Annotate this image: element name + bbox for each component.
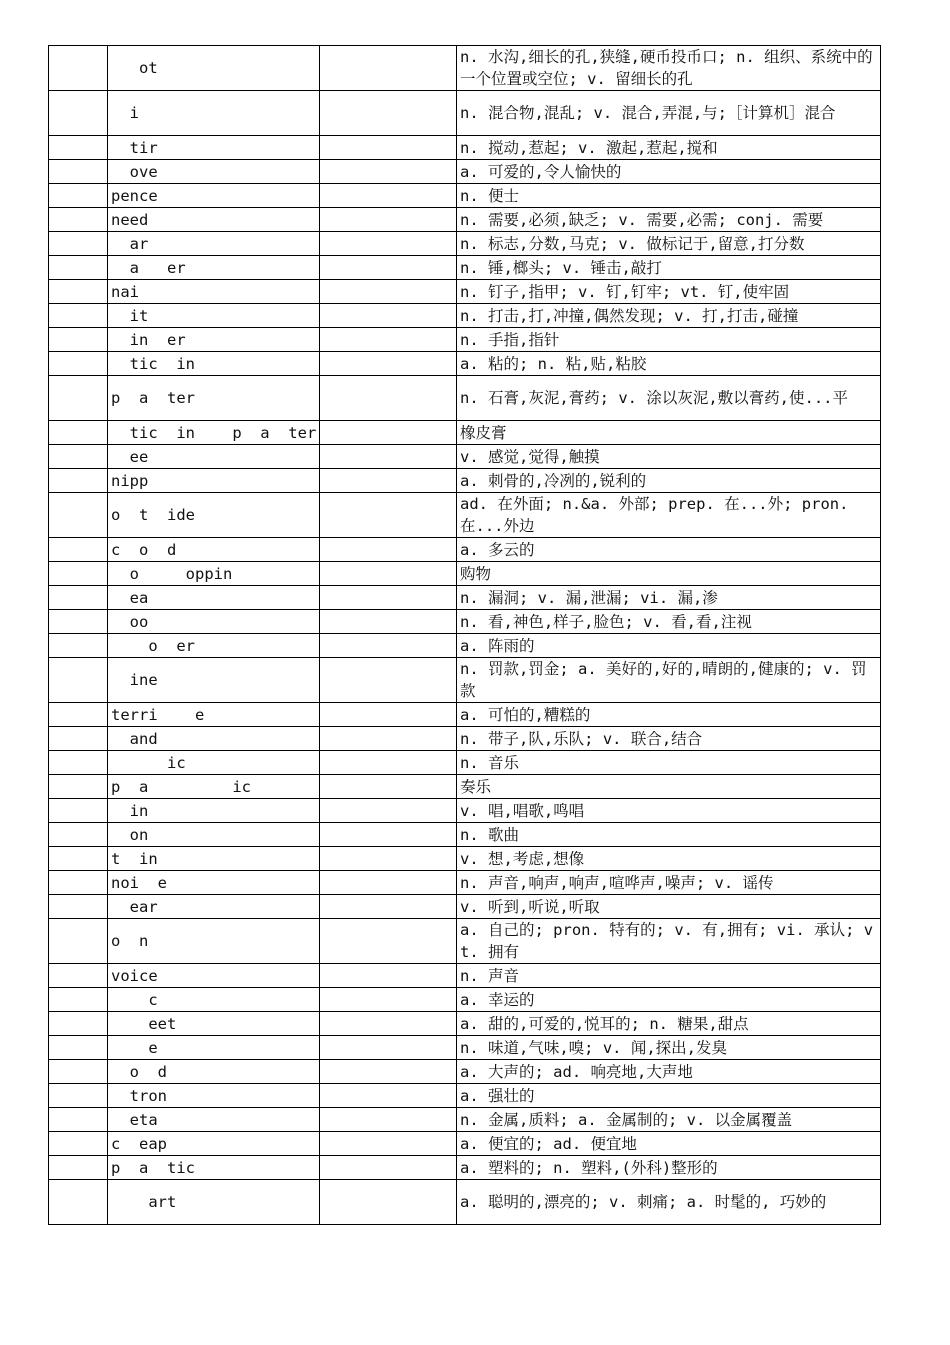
word-cell: ic — [108, 751, 320, 775]
word-cell: a er — [108, 256, 320, 280]
definition-cell: n. 手指,指针 — [457, 328, 881, 352]
row-number-cell — [49, 184, 108, 208]
row-number-cell — [49, 823, 108, 847]
answer-blank-cell — [320, 136, 457, 160]
answer-blank-cell — [320, 919, 457, 964]
row-number-cell — [49, 1156, 108, 1180]
table-row — [49, 562, 881, 586]
definition-cell: n. 水沟,细长的孔,狭缝,硬币投币口; n. 组织、系统中的一个位置或空位; v. 留细长的孔 — [457, 46, 881, 91]
word-cell: e — [108, 1036, 320, 1060]
row-number-cell — [49, 46, 108, 91]
word-cell: it — [108, 304, 320, 328]
table-row — [49, 703, 881, 727]
table-row — [49, 1156, 881, 1180]
answer-blank-cell — [320, 799, 457, 823]
answer-blank-cell — [320, 445, 457, 469]
definition-cell: n. 音乐 — [457, 751, 881, 775]
answer-blank-cell — [320, 751, 457, 775]
answer-blank-cell — [320, 184, 457, 208]
definition-cell: a. 甜的,可爱的,悦耳的; n. 糖果,甜点 — [457, 1012, 881, 1036]
answer-blank-cell — [320, 256, 457, 280]
row-number-cell — [49, 727, 108, 751]
definition-cell: n. 味道,气味,嗅; v. 闻,探出,发臭 — [457, 1036, 881, 1060]
table-row — [49, 232, 881, 256]
word-cell: ine — [108, 658, 320, 703]
answer-blank-cell — [320, 895, 457, 919]
row-number-cell — [49, 1012, 108, 1036]
definition-cell: a. 自己的; pron. 特有的; v. 有,拥有; vi. 承认; vt. 拥有 — [457, 919, 881, 964]
definition-cell: 购物 — [457, 562, 881, 586]
row-number-cell — [49, 634, 108, 658]
answer-blank-cell — [320, 1084, 457, 1108]
definition-cell: n. 需要,必须,缺乏; v. 需要,必需; conj. 需要 — [457, 208, 881, 232]
definition-cell: n. 声音,响声,响声,喧哗声,噪声; v. 谣传 — [457, 871, 881, 895]
word-cell: ot — [108, 46, 320, 91]
definition-cell: n. 打击,打,冲撞,偶然发现; v. 打,打击,碰撞 — [457, 304, 881, 328]
row-number-cell — [49, 871, 108, 895]
row-number-cell — [49, 1060, 108, 1084]
row-number-cell — [49, 1084, 108, 1108]
row-number-cell — [49, 1036, 108, 1060]
word-cell: ea — [108, 586, 320, 610]
answer-blank-cell — [320, 91, 457, 136]
row-number-cell — [49, 256, 108, 280]
definition-cell: v. 感觉,觉得,触摸 — [457, 445, 881, 469]
vocabulary-table-body — [49, 46, 881, 1225]
definition-cell: a. 多云的 — [457, 538, 881, 562]
row-number-cell — [49, 775, 108, 799]
answer-blank-cell — [320, 1012, 457, 1036]
table-row — [49, 280, 881, 304]
table-row — [49, 538, 881, 562]
word-cell: nipp — [108, 469, 320, 493]
answer-blank-cell — [320, 208, 457, 232]
word-cell: i — [108, 91, 320, 136]
word-cell: ove — [108, 160, 320, 184]
definition-cell: 奏乐 — [457, 775, 881, 799]
row-number-cell — [49, 919, 108, 964]
table-row — [49, 751, 881, 775]
answer-blank-cell — [320, 160, 457, 184]
definition-cell: a. 大声的; ad. 响亮地,大声地 — [457, 1060, 881, 1084]
word-cell: terri e — [108, 703, 320, 727]
answer-blank-cell — [320, 586, 457, 610]
word-cell: c eap — [108, 1132, 320, 1156]
word-cell: o er — [108, 634, 320, 658]
definition-cell: a. 聪明的,漂亮的; v. 刺痛; a. 时髦的, 巧妙的 — [457, 1180, 881, 1225]
answer-blank-cell — [320, 1156, 457, 1180]
table-row — [49, 823, 881, 847]
table-row — [49, 184, 881, 208]
word-cell: o d — [108, 1060, 320, 1084]
table-row — [49, 988, 881, 1012]
row-number-cell — [49, 352, 108, 376]
table-row — [49, 493, 881, 538]
table-row — [49, 1180, 881, 1225]
definition-cell: 橡皮膏 — [457, 421, 881, 445]
row-number-cell — [49, 964, 108, 988]
word-cell: eet — [108, 1012, 320, 1036]
word-cell: c o d — [108, 538, 320, 562]
row-number-cell — [49, 160, 108, 184]
word-cell: t in — [108, 847, 320, 871]
definition-cell: n. 歌曲 — [457, 823, 881, 847]
word-cell: on — [108, 823, 320, 847]
row-number-cell — [49, 1132, 108, 1156]
word-cell: c — [108, 988, 320, 1012]
word-cell: art — [108, 1180, 320, 1225]
table-row — [49, 847, 881, 871]
definition-cell: n. 搅动,惹起; v. 激起,惹起,搅和 — [457, 136, 881, 160]
definition-cell: n. 看,神色,样子,脸色; v. 看,看,注视 — [457, 610, 881, 634]
row-number-cell — [49, 1180, 108, 1225]
answer-blank-cell — [320, 871, 457, 895]
answer-blank-cell — [320, 847, 457, 871]
definition-cell: a. 强壮的 — [457, 1084, 881, 1108]
row-number-cell — [49, 799, 108, 823]
row-number-cell — [49, 136, 108, 160]
definition-cell: a. 便宜的; ad. 便宜地 — [457, 1132, 881, 1156]
table-row — [49, 1132, 881, 1156]
answer-blank-cell — [320, 538, 457, 562]
table-row — [49, 871, 881, 895]
definition-cell: n. 声音 — [457, 964, 881, 988]
row-number-cell — [49, 376, 108, 421]
row-number-cell — [49, 232, 108, 256]
answer-blank-cell — [320, 280, 457, 304]
answer-blank-cell — [320, 1108, 457, 1132]
definition-cell: n. 带子,队,乐队; v. 联合,结合 — [457, 727, 881, 751]
definition-cell: n. 石膏,灰泥,膏药; v. 涂以灰泥,敷以膏药,使...平 — [457, 376, 881, 421]
answer-blank-cell — [320, 703, 457, 727]
table-row — [49, 586, 881, 610]
table-row — [49, 136, 881, 160]
word-cell: voice — [108, 964, 320, 988]
answer-blank-cell — [320, 562, 457, 586]
table-row — [49, 1084, 881, 1108]
definition-cell: ad. 在外面; n.&a. 外部; prep. 在...外; pron. 在...外边 — [457, 493, 881, 538]
word-cell: and — [108, 727, 320, 751]
answer-blank-cell — [320, 46, 457, 91]
table-row — [49, 964, 881, 988]
answer-blank-cell — [320, 421, 457, 445]
answer-blank-cell — [320, 988, 457, 1012]
table-row — [49, 1108, 881, 1132]
word-cell: oo — [108, 610, 320, 634]
definition-cell: a. 可爱的,令人愉快的 — [457, 160, 881, 184]
word-cell: tic in p a ter — [108, 421, 320, 445]
word-cell: need — [108, 208, 320, 232]
table-row — [49, 445, 881, 469]
answer-blank-cell — [320, 328, 457, 352]
answer-blank-cell — [320, 823, 457, 847]
row-number-cell — [49, 208, 108, 232]
definition-cell: v. 想,考虑,想像 — [457, 847, 881, 871]
answer-blank-cell — [320, 376, 457, 421]
row-number-cell — [49, 703, 108, 727]
table-row — [49, 160, 881, 184]
row-number-cell — [49, 469, 108, 493]
word-cell: pence — [108, 184, 320, 208]
definition-cell: a. 粘的; n. 粘,贴,粘胶 — [457, 352, 881, 376]
definition-cell: a. 幸运的 — [457, 988, 881, 1012]
table-row — [49, 658, 881, 703]
table-row — [49, 328, 881, 352]
word-cell: o t ide — [108, 493, 320, 538]
definition-cell: a. 阵雨的 — [457, 634, 881, 658]
definition-cell: v. 听到,听说,听取 — [457, 895, 881, 919]
table-row — [49, 46, 881, 91]
definition-cell: n. 漏洞; v. 漏,泄漏; vi. 漏,渗 — [457, 586, 881, 610]
table-row — [49, 256, 881, 280]
table-row — [49, 469, 881, 493]
answer-blank-cell — [320, 775, 457, 799]
word-cell: o oppin — [108, 562, 320, 586]
word-cell: in — [108, 799, 320, 823]
answer-blank-cell — [320, 634, 457, 658]
word-cell: p a ic — [108, 775, 320, 799]
definition-cell: n. 罚款,罚金; a. 美好的,好的,晴朗的,健康的; v. 罚款 — [457, 658, 881, 703]
row-number-cell — [49, 895, 108, 919]
word-cell: tron — [108, 1084, 320, 1108]
definition-cell: a. 刺骨的,冷冽的,锐利的 — [457, 469, 881, 493]
row-number-cell — [49, 610, 108, 634]
answer-blank-cell — [320, 493, 457, 538]
answer-blank-cell — [320, 232, 457, 256]
row-number-cell — [49, 562, 108, 586]
row-number-cell — [49, 328, 108, 352]
answer-blank-cell — [320, 1132, 457, 1156]
vocabulary-table — [48, 45, 881, 1225]
table-row — [49, 304, 881, 328]
word-cell: o n — [108, 919, 320, 964]
table-row — [49, 352, 881, 376]
table-row — [49, 91, 881, 136]
row-number-cell — [49, 751, 108, 775]
row-number-cell — [49, 304, 108, 328]
table-row — [49, 775, 881, 799]
answer-blank-cell — [320, 469, 457, 493]
word-cell: ear — [108, 895, 320, 919]
table-row — [49, 634, 881, 658]
table-row — [49, 208, 881, 232]
table-row — [49, 610, 881, 634]
answer-blank-cell — [320, 1060, 457, 1084]
row-number-cell — [49, 988, 108, 1012]
answer-blank-cell — [320, 658, 457, 703]
row-number-cell — [49, 91, 108, 136]
definition-cell: n. 标志,分数,马克; v. 做标记于,留意,打分数 — [457, 232, 881, 256]
row-number-cell — [49, 421, 108, 445]
row-number-cell — [49, 658, 108, 703]
table-row — [49, 895, 881, 919]
definition-cell: n. 混合物,混乱; v. 混合,弄混,与;［计算机］混合 — [457, 91, 881, 136]
row-number-cell — [49, 445, 108, 469]
answer-blank-cell — [320, 1180, 457, 1225]
row-number-cell — [49, 586, 108, 610]
definition-cell: v. 唱,唱歌,鸣唱 — [457, 799, 881, 823]
row-number-cell — [49, 493, 108, 538]
table-row — [49, 919, 881, 964]
word-cell: ee — [108, 445, 320, 469]
definition-cell: a. 可怕的,糟糕的 — [457, 703, 881, 727]
definition-cell: n. 便士 — [457, 184, 881, 208]
table-row — [49, 1036, 881, 1060]
definition-cell: n. 钉子,指甲; v. 钉,钉牢; vt. 钉,使牢固 — [457, 280, 881, 304]
table-row — [49, 727, 881, 751]
word-cell: p a tic — [108, 1156, 320, 1180]
table-row — [49, 376, 881, 421]
table-row — [49, 1060, 881, 1084]
table-row — [49, 799, 881, 823]
answer-blank-cell — [320, 727, 457, 751]
table-row — [49, 421, 881, 445]
row-number-cell — [49, 1108, 108, 1132]
definition-cell: n. 金属,质料; a. 金属制的; v. 以金属覆盖 — [457, 1108, 881, 1132]
answer-blank-cell — [320, 964, 457, 988]
definition-cell: n. 锤,榔头; v. 锤击,敲打 — [457, 256, 881, 280]
row-number-cell — [49, 847, 108, 871]
definition-cell: a. 塑料的; n. 塑料,(外科)整形的 — [457, 1156, 881, 1180]
word-cell: noi e — [108, 871, 320, 895]
word-cell: tic in — [108, 352, 320, 376]
word-cell: tir — [108, 136, 320, 160]
answer-blank-cell — [320, 1036, 457, 1060]
word-cell: nai — [108, 280, 320, 304]
answer-blank-cell — [320, 610, 457, 634]
row-number-cell — [49, 538, 108, 562]
word-cell: eta — [108, 1108, 320, 1132]
word-cell: in er — [108, 328, 320, 352]
row-number-cell — [49, 280, 108, 304]
answer-blank-cell — [320, 304, 457, 328]
table-row — [49, 1012, 881, 1036]
word-cell: p a ter — [108, 376, 320, 421]
word-cell: ar — [108, 232, 320, 256]
answer-blank-cell — [320, 352, 457, 376]
